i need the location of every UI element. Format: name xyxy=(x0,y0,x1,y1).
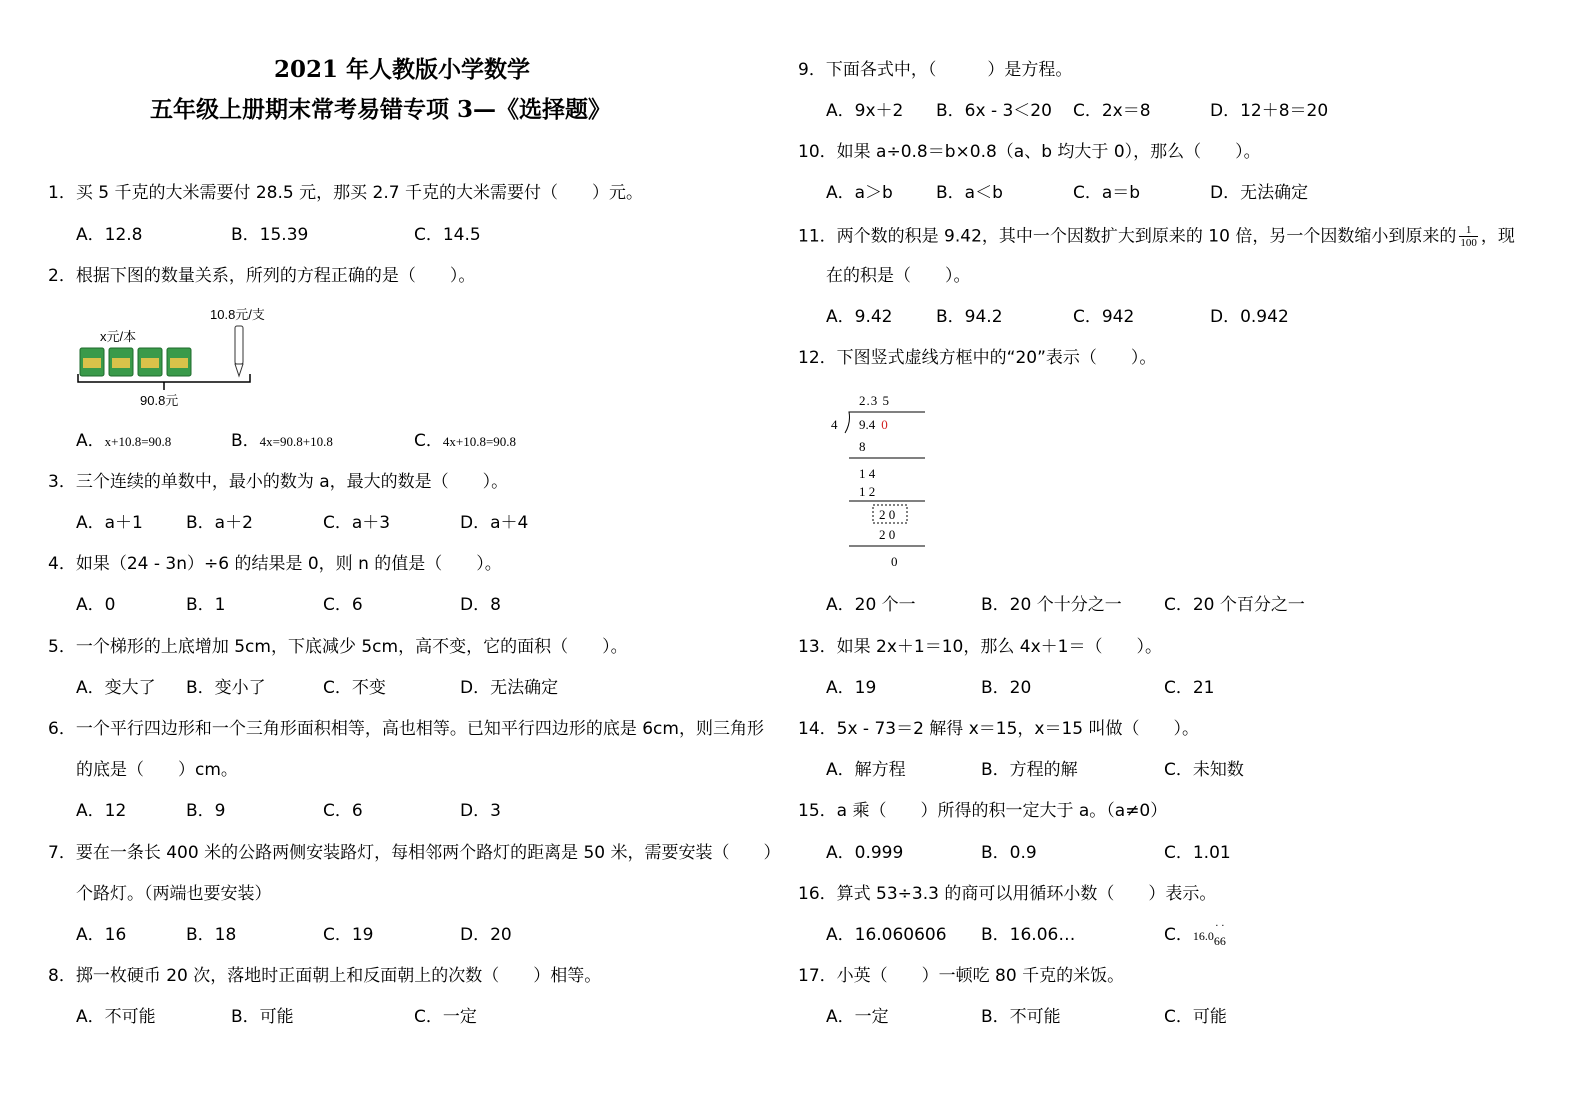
q3-option-b: B．a＋2 xyxy=(186,513,253,533)
q7-option-a: A．16 xyxy=(76,925,127,945)
q16-option-a: A．16.060606 xyxy=(826,925,947,945)
q15-stem: 15．a 乘（ ）所得的积一定大于 a。（a≠0） xyxy=(798,801,1168,821)
q8-option-c: C．一定 xyxy=(414,1007,477,1027)
long-division-figure xyxy=(825,385,935,575)
q11-option-d: D．0.942 xyxy=(1210,307,1289,327)
q2-stem: 2．根据下图的数量关系，所列的方程正确的是（ ）。 xyxy=(48,266,476,286)
q15-option-b: B．0.9 xyxy=(981,843,1037,863)
q9-option-a: A．9x＋2 xyxy=(826,101,904,121)
q9-option-c: C．2x＝8 xyxy=(1073,101,1151,121)
q2-option-c: C．4x+10.8=90.8 xyxy=(414,431,517,451)
q1-stem: 1．买 5 千克的大米需要付 28.5 元，那买 2.7 千克的大米需要付（ ）元。 xyxy=(48,183,643,203)
divisor: 4 xyxy=(831,417,838,432)
pen-icon xyxy=(235,326,243,376)
q5-option-d: D．无法确定 xyxy=(460,678,559,698)
q10-option-c: C．a＝b xyxy=(1073,183,1141,203)
q1-option-c: C．14.5 xyxy=(414,225,481,245)
q3-option-d: D．a＋4 xyxy=(460,513,529,533)
step-20-boxed: 2 0 xyxy=(879,507,896,522)
q9-stem: 9．下面各式中，（ ）是方程。 xyxy=(798,60,1073,80)
q8-option-b: B．可能 xyxy=(231,1007,294,1027)
q8-stem: 8．掷一枚硬币 20 次，落地时正面朝上和反面朝上的次数（ ）相等。 xyxy=(48,966,602,986)
q7-stem-line1: 7．要在一条长 400 米的公路两侧安装路灯，每相邻两个路灯的距离是 50 米，需要安装（ ） xyxy=(48,843,781,863)
q11-option-c: C．942 xyxy=(1073,307,1135,327)
q17-option-c: C．可能 xyxy=(1164,1007,1227,1027)
q9-option-b: B．6x - 3＜20 xyxy=(936,101,1052,121)
book-price-label: x元/本 xyxy=(100,329,137,344)
q3-stem: 3．三个连续的单数中，最小的数为 a，最大的数是（ ）。 xyxy=(48,472,509,492)
repeating-digit: · 6 xyxy=(1213,921,1220,948)
total-label: 90.8元 xyxy=(140,393,179,408)
q11-option-a: A．9.42 xyxy=(826,307,893,327)
q4-option-c: C．6 xyxy=(323,595,363,615)
repeating-digit: · 6 xyxy=(1219,921,1226,948)
dividend: 9.4 0 xyxy=(859,417,888,432)
q6-option-a: A．12 xyxy=(76,801,127,821)
q2-option-a: A．x+10.8=90.8 xyxy=(76,431,172,451)
q12-option-c: C．20 个百分之一 xyxy=(1164,595,1305,615)
q6-stem-line2: 的底是（ ）cm。 xyxy=(76,760,238,780)
q14-option-b: B．方程的解 xyxy=(981,760,1078,780)
q11-option-b: B．94.2 xyxy=(936,307,1003,327)
book-icon xyxy=(138,348,162,376)
q17-option-a: A．一定 xyxy=(826,1007,889,1027)
q6-option-d: D．3 xyxy=(460,801,501,821)
q13-option-a: A．19 xyxy=(826,678,877,698)
q17-option-b: B．不可能 xyxy=(981,1007,1061,1027)
q6-option-b: B．9 xyxy=(186,801,226,821)
q5-option-c: C．不变 xyxy=(323,678,386,698)
q4-stem: 4．如果（24 - 3n）÷6 的结果是 0，则 n 的值是（ ）。 xyxy=(48,554,502,574)
q6-option-c: C．6 xyxy=(323,801,363,821)
total-brace xyxy=(78,374,250,390)
q8-option-a: A．不可能 xyxy=(76,1007,156,1027)
q10-option-d: D．无法确定 xyxy=(1210,183,1309,203)
q14-option-c: C．未知数 xyxy=(1164,760,1244,780)
q5-option-b: B．变小了 xyxy=(186,678,266,698)
q10-option-a: A．a＞b xyxy=(826,183,893,203)
book-icon xyxy=(167,348,191,376)
q3-option-c: C．a＋3 xyxy=(323,513,391,533)
q14-option-a: A．解方程 xyxy=(826,760,906,780)
q14-stem: 14．5x - 73＝2 解得 x＝15，x＝15 叫做（ ）。 xyxy=(798,719,1199,739)
q10-stem: 10．如果 a÷0.8＝b×0.8（a、b 均大于 0），那么（ ）。 xyxy=(798,142,1261,162)
book-icon xyxy=(109,348,133,376)
q15-option-c: C．1.01 xyxy=(1164,843,1231,863)
q12-stem: 12．下图竖式虚线方框中的“20”表示（ ）。 xyxy=(798,348,1157,368)
step-14: 1 4 xyxy=(859,466,876,481)
q7-option-b: B．18 xyxy=(186,925,237,945)
title-line-1: 2021 年人教版小学数学 xyxy=(274,56,531,83)
q7-option-c: C．19 xyxy=(323,925,374,945)
q1-option-a: A．12.8 xyxy=(76,225,143,245)
q16-option-b: B．16.06… xyxy=(981,925,1076,945)
step-12: 1 2 xyxy=(859,484,876,499)
quotient: 2.3 5 xyxy=(859,393,890,408)
q10-option-b: B．a＜b xyxy=(936,183,1003,203)
pen-price-label: 10.8元/支 xyxy=(210,307,265,322)
q16-option-c: C．16.0 · 6 · 6 xyxy=(1164,924,1226,953)
q7-stem-line2: 个路灯。（两端也要安装） xyxy=(76,884,272,904)
q3-option-a: A．a＋1 xyxy=(76,513,143,533)
q15-option-a: A．0.999 xyxy=(826,843,904,863)
q11-stem-line1: 11．两个数的积是 9.42，其中一个因数扩大到原来的 10 倍，另一个因数缩小到原来的 $\frac{1}{100}$ ，现 xyxy=(798,224,1515,249)
q7-option-d: D．20 xyxy=(460,925,512,945)
q2-option-b: B．4x=90.8+10.8 xyxy=(231,431,333,451)
q1-option-b: B．15.39 xyxy=(231,225,309,245)
q12-option-b: B．20 个十分之一 xyxy=(981,595,1122,615)
q4-option-b: B．1 xyxy=(186,595,226,615)
q16-stem: 16．算式 53÷3.3 的商可以用循环小数（ ）表示。 xyxy=(798,884,1217,904)
step-20: 2 0 xyxy=(879,527,896,542)
q9-option-d: D．12＋8＝20 xyxy=(1210,101,1329,121)
q4-option-d: D．8 xyxy=(460,595,501,615)
q17-stem: 17．小英（ ）一顿吃 80 千克的米饭。 xyxy=(798,966,1125,986)
q13-stem: 13．如果 2x＋1＝10，那么 4x＋1＝（ ）。 xyxy=(798,637,1162,657)
q5-stem: 5．一个梯形的上底增加 5cm，下底减少 5cm，高不变，它的面积（ ）。 xyxy=(48,637,628,657)
step-8: 8 xyxy=(859,439,866,454)
title-line-2: 五年级上册期末常考易错专项 3—《选择题》 xyxy=(150,96,612,123)
q13-option-c: C．21 xyxy=(1164,678,1215,698)
step-remainder: 0 xyxy=(891,554,898,569)
book-icon xyxy=(80,348,104,376)
q12-option-a: A．20 个一 xyxy=(826,595,916,615)
fraction-one-hundredth: $\frac{1}{100}$ xyxy=(1460,224,1477,249)
q4-option-a: A．0 xyxy=(76,595,116,615)
q6-stem-line1: 6．一个平行四边形和一个三角形面积相等，高也相等。已知平行四边形的底是 6cm，则三角形 xyxy=(48,719,764,739)
q2-figure xyxy=(70,300,280,415)
q5-option-a: A．变大了 xyxy=(76,678,156,698)
q13-option-b: B．20 xyxy=(981,678,1032,698)
q11-stem-line2: 在的积是（ ）。 xyxy=(826,266,971,286)
